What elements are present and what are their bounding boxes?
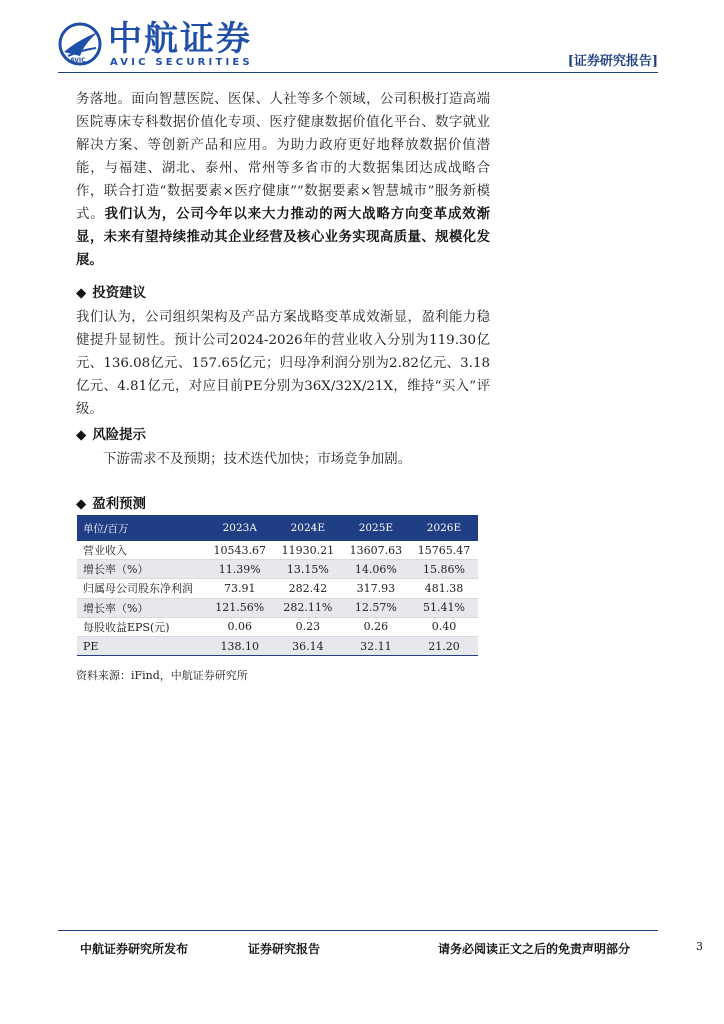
investment-paragraph: 我们认为，公司组织架构及产品方案战略变革成效渐显，盈利能力稳健提升显韧性。预计公司2024-2026年的营业收入分别为119.30亿元、136.08亿元、157.65亿元；归母净利润分别为2.82亿元、3.18亿元、4.81亿元，对应目前PE分别为36X/32X/21X，维持“买入”评级。 xyxy=(76,310,490,417)
forecast-title-text: 盈利预测 xyxy=(92,496,146,512)
page-number: 3 xyxy=(696,940,703,953)
table-row xyxy=(77,560,478,579)
intro-paragraph xyxy=(76,88,490,272)
table-cell: 317.93 xyxy=(342,579,410,598)
row-label: 增长率（%） xyxy=(77,598,206,617)
table-row xyxy=(77,541,478,560)
row-label: 增长率（%） xyxy=(77,560,206,579)
footer-publisher: 中航证券研究所发布 xyxy=(80,942,189,956)
table-cell: 0.26 xyxy=(342,617,410,636)
table-cell: 36.14 xyxy=(274,636,342,655)
table-header-cell: 2023A xyxy=(206,515,274,541)
table-cell: 14.06% xyxy=(342,560,410,579)
table-header-row xyxy=(77,515,478,541)
footer-disclaimer: 请务必阅读正文之后的免责声明部分 xyxy=(438,942,631,956)
risk-paragraph: 下游需求不及预期；技术迭代加快；市场竞争加剧。 xyxy=(103,452,411,467)
table-cell: 12.57% xyxy=(342,598,410,617)
investment-title-text: 投资建议 xyxy=(92,285,146,301)
row-label: PE xyxy=(77,636,206,655)
table-row xyxy=(77,579,478,598)
diamond-bullet-icon: ◆ xyxy=(76,496,87,512)
logo-badge-text: AVIC xyxy=(70,57,86,64)
footer-report-type: 证券研究报告 xyxy=(248,942,321,956)
table-cell: 15.86% xyxy=(410,560,478,579)
table-cell: 282.42 xyxy=(274,579,342,598)
table-cell: 73.91 xyxy=(206,579,274,598)
table-cell: 0.23 xyxy=(274,617,342,636)
earnings-forecast-table xyxy=(77,515,478,656)
diamond-bullet-icon: ◆ xyxy=(76,285,87,301)
footer-divider xyxy=(58,930,658,931)
table-row xyxy=(77,598,478,617)
risk-title-text: 风险提示 xyxy=(92,427,146,443)
data-source-note: 资料来源：iFind，中航证券研究所 xyxy=(76,669,248,682)
table-cell: 0.40 xyxy=(410,617,478,636)
table-cell: 121.56% xyxy=(206,598,274,617)
table-cell: 21.20 xyxy=(410,636,478,655)
row-label: 营业收入 xyxy=(77,541,206,560)
brand-name-en: AVIC SECURITIES xyxy=(110,57,253,68)
table-cell: 10543.67 xyxy=(206,541,274,560)
table-cell: 138.10 xyxy=(206,636,274,655)
intro-text: 务落地。面向智慧医院、医保、人社等多个领域，公司积极打造高端医院專床专科数据价值化专项、医疗健康数据价值化平台、数字就业解决方案、等创新产品和应用。为助力政府更好地释放数据价值潜能，与福建、湖北、泰州、常州等多省市的大数据集团达成战略合作，联合打造“数据要素×医疗健康”“数据要素×智慧城市”服务新模式。 xyxy=(76,92,490,222)
row-label: 归属母公司股东净利润 xyxy=(77,579,206,598)
table-cell: 481.38 xyxy=(410,579,478,598)
table-cell: 32.11 xyxy=(342,636,410,655)
table-header-cell: 2024E xyxy=(274,515,342,541)
table-header-cell: 2025E xyxy=(342,515,410,541)
investment-section-title xyxy=(76,283,146,303)
table-cell: 0.06 xyxy=(206,617,274,636)
table-cell: 282.11% xyxy=(274,598,342,617)
page-header xyxy=(0,0,724,78)
table-cell: 13.15% xyxy=(274,560,342,579)
table-header-cell: 2026E xyxy=(410,515,478,541)
table-cell: 13607.63 xyxy=(342,541,410,560)
row-label: 每股收益EPS(元) xyxy=(77,617,206,636)
table-cell: 51.41% xyxy=(410,598,478,617)
table-row xyxy=(77,636,478,655)
header-divider xyxy=(58,72,658,73)
avic-logo-icon xyxy=(58,22,102,66)
risk-section-title xyxy=(76,425,146,445)
table-cell: 15765.47 xyxy=(410,541,478,560)
table-cell: 11.39% xyxy=(206,560,274,579)
diamond-bullet-icon: ◆ xyxy=(76,427,87,443)
table-cell: 11930.21 xyxy=(274,541,342,560)
table-row xyxy=(77,617,478,636)
brand-name-cn: 中航证券 xyxy=(108,19,252,59)
table-header-cell: 单位/百万 xyxy=(77,515,206,541)
intro-conclusion: 我们认为，公司今年以来大力推动的两大战略方向变革成效渐显，未来有望持续推动其企业经营及核心业务实现高质量、规模化发展。 xyxy=(76,206,491,268)
forecast-section-title xyxy=(76,494,146,514)
report-type-tag: [证券研究报告] xyxy=(567,54,658,69)
